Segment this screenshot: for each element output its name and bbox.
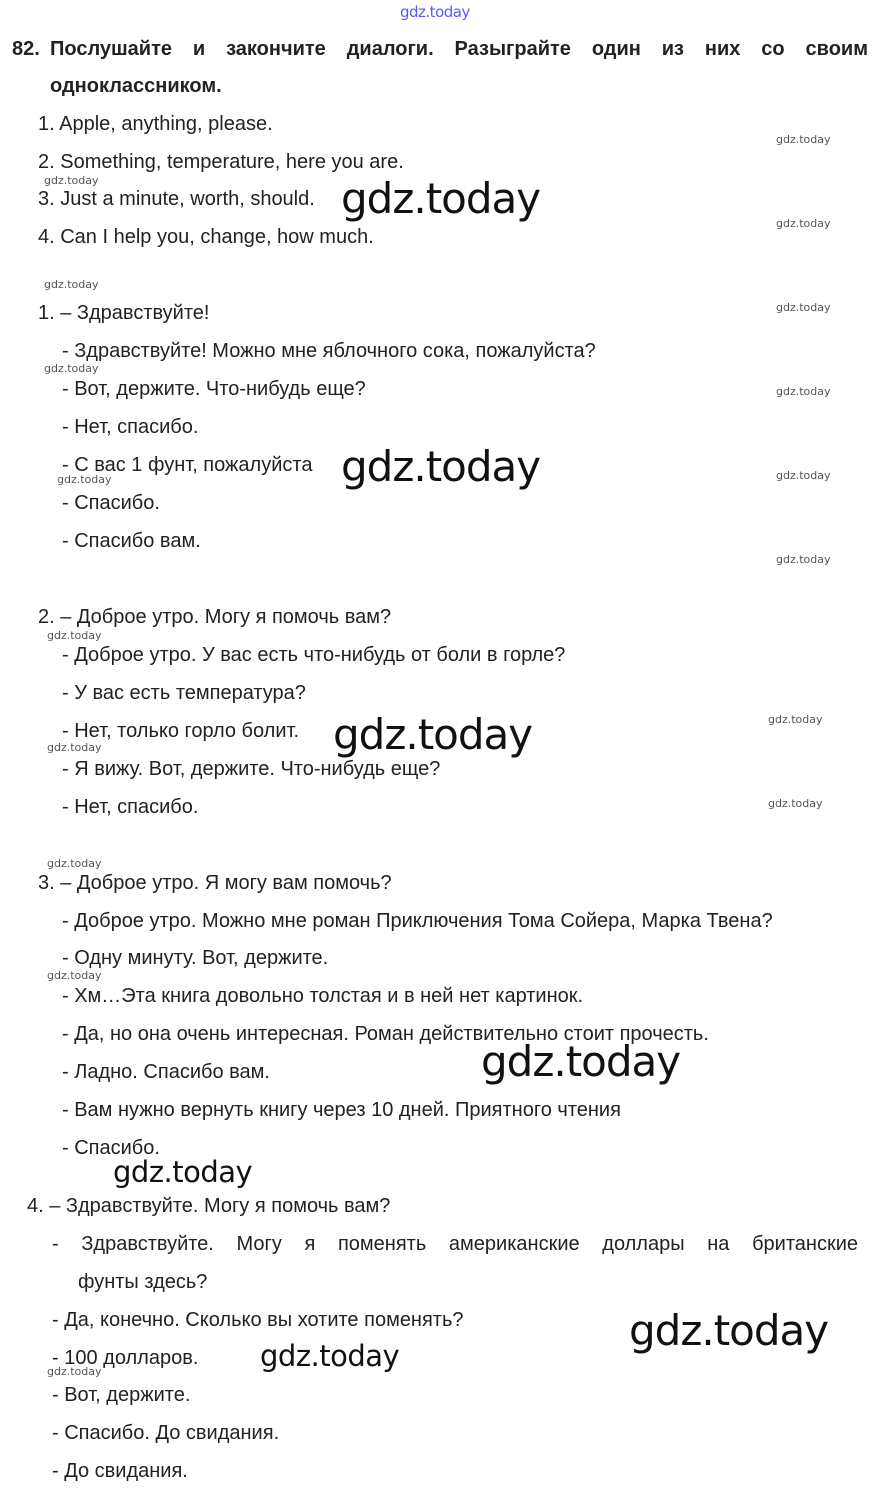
dialogue-4-line: - До свидания. [52, 1460, 188, 1482]
watermark-small: gdz.today [57, 473, 112, 486]
dialogue-2-opener: 2. – Доброе утро. Могу я помочь вам? [38, 606, 392, 628]
dialogue-2-line: - Нет, только горло болит. [62, 720, 300, 742]
watermark-small: gdz.today [47, 741, 102, 754]
word-group-2: 2. Something, temperature, here you are. [38, 151, 404, 173]
watermark-large: gdz.today [341, 442, 541, 491]
exercise-number: 82. [12, 38, 40, 60]
dialogue-2-line: - Доброе утро. У вас есть что-нибудь от боли в горле? [62, 644, 566, 666]
exercise-title-line1: Послушайте и закончите диалоги. Разыграйте один из них со своим [50, 38, 868, 60]
watermark-small: gdz.today [44, 362, 99, 375]
dialogue-4-line: - Спасибо. До свидания. [52, 1422, 280, 1444]
watermark-small: gdz.today [776, 217, 831, 230]
dialogue-4-line: - Вот, держите. [52, 1384, 191, 1406]
watermark-small: gdz.today [776, 553, 831, 566]
watermark-small: gdz.today [44, 278, 99, 291]
dialogue-3-line: - Ладно. Спасибо вам. [62, 1061, 270, 1083]
watermark-small: gdz.today [768, 797, 823, 810]
dialogue-1-opener: 1. – Здравствуйте! [38, 302, 210, 324]
word-group-3: 3. Just a minute, worth, should. [38, 188, 315, 210]
watermark-small: gdz.today [47, 1365, 102, 1378]
watermark-small: gdz.today [776, 385, 831, 398]
dialogue-2-line: - Я вижу. Вот, держите. Что-нибудь еще? [62, 758, 441, 780]
watermark-small: gdz.today [776, 133, 831, 146]
dialogue-4-line: - Здравствуйте. Могу я поменять американские доллары на британские [52, 1233, 858, 1255]
dialogue-1-line: - Здравствуйте! Можно мне яблочного сока, пожалуйста? [62, 340, 596, 362]
dialogue-1-line: - Спасибо. [62, 492, 160, 514]
dialogue-4-line: - 100 долларов. [52, 1347, 199, 1369]
watermark-large: gdz.today [341, 174, 541, 223]
dialogue-4-opener: 4. – Здравствуйте. Могу я помочь вам? [27, 1195, 391, 1217]
watermark-small: gdz.today [44, 174, 99, 187]
exercise-title-line2: одноклассником. [50, 75, 222, 97]
dialogue-2-line: - У вас есть температура? [62, 682, 306, 704]
word-group-1: 1. Apple, anything, please. [38, 113, 273, 135]
word-group-4: 4. Can I help you, change, how much. [38, 226, 374, 248]
dialogue-1-line: - С вас 1 фунт, пожалуйста [62, 454, 313, 476]
dialogue-3-line: - Да, но она очень интересная. Роман действительно стоит прочесть. [62, 1023, 709, 1045]
watermark-top-logo: gdz.today [400, 3, 470, 21]
dialogue-3-line: - Вам нужно вернуть книгу через 10 дней. Приятного чтения [62, 1099, 621, 1121]
dialogue-1-line: - Вот, держите. Что-нибудь еще? [62, 378, 366, 400]
watermark-medium: gdz.today [113, 1155, 253, 1189]
dialogue-2-line: - Нет, спасибо. [62, 796, 199, 818]
watermark-large: gdz.today [629, 1306, 829, 1355]
watermark-small: gdz.today [776, 301, 831, 314]
watermark-small: gdz.today [47, 857, 102, 870]
dialogue-3-line: - Одну минуту. Вот, держите. [62, 947, 329, 969]
dialogue-3-line: - Доброе утро. Можно мне роман Приключения Тома Сойера, Марка Твена? [62, 910, 773, 932]
dialogue-4-line-continuation: фунты здесь? [78, 1271, 208, 1293]
watermark-large: gdz.today [481, 1037, 681, 1086]
watermark-small: gdz.today [776, 469, 831, 482]
dialogue-1-line: - Нет, спасибо. [62, 416, 199, 438]
watermark-large: gdz.today [333, 710, 533, 759]
dialogue-1-line: - Спасибо вам. [62, 530, 201, 552]
dialogue-3-line: - Хм…Эта книга довольно толстая и в ней нет картинок. [62, 985, 584, 1007]
dialogue-3-line: - Спасибо. [62, 1137, 160, 1159]
dialogue-3-opener: 3. – Доброе утро. Я могу вам помочь? [38, 872, 392, 894]
watermark-small: gdz.today [47, 629, 102, 642]
watermark-small: gdz.today [47, 969, 102, 982]
watermark-medium: gdz.today [260, 1339, 400, 1373]
watermark-small: gdz.today [768, 713, 823, 726]
dialogue-4-line: - Да, конечно. Сколько вы хотите поменять? [52, 1309, 464, 1331]
